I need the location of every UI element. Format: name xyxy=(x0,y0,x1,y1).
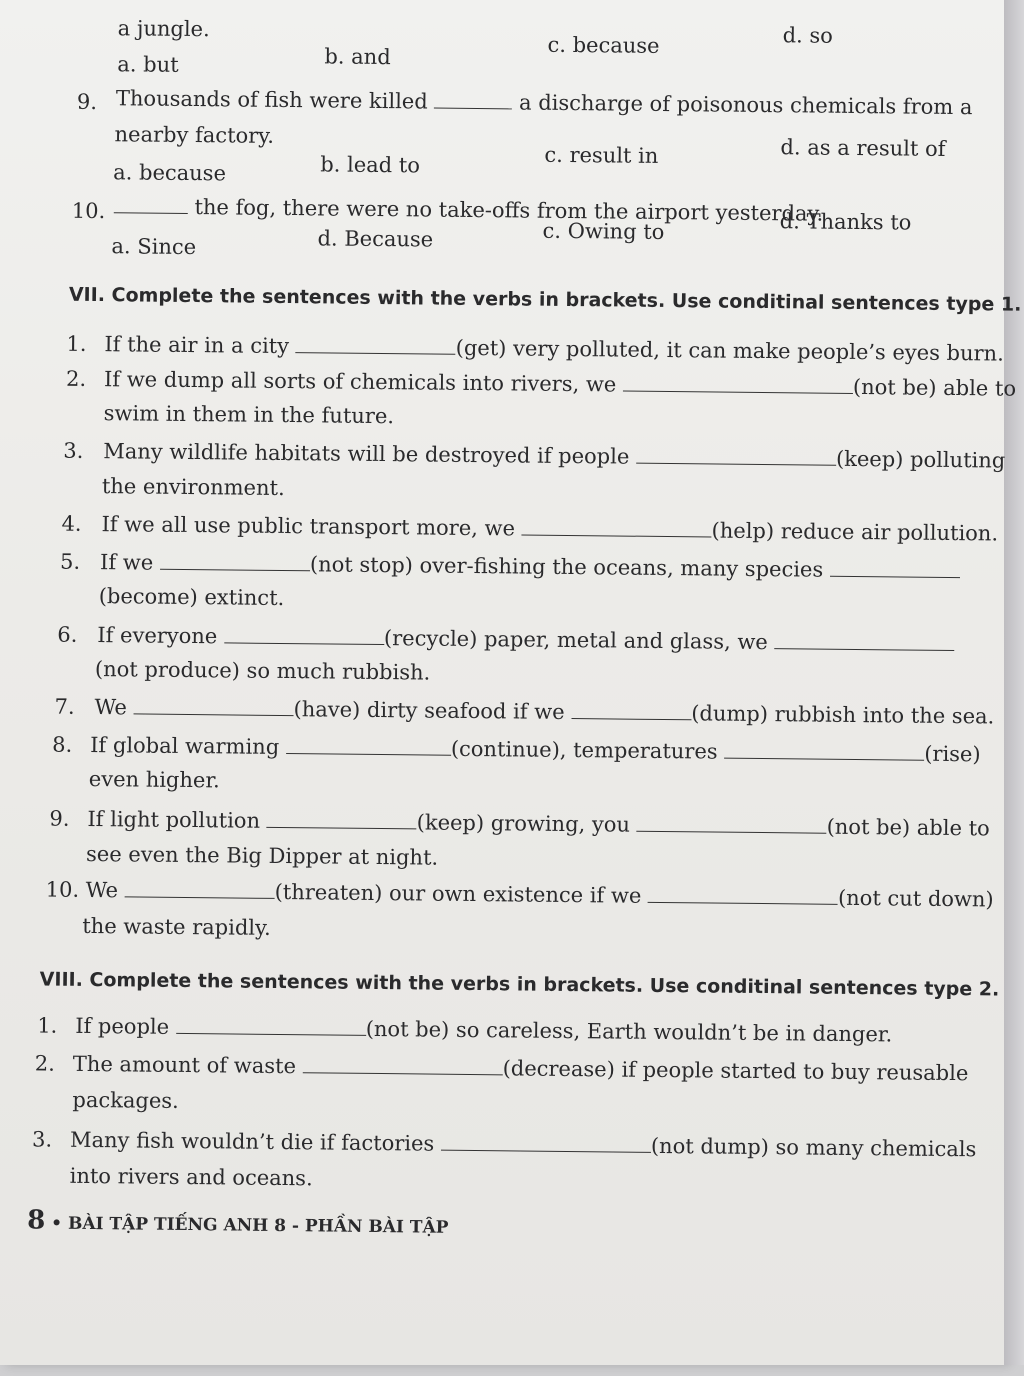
s7-item-5-cont: (become) extinct. xyxy=(98,584,285,611)
s7-item-6: 6. If everyone (recycle) paper, metal and glass, we xyxy=(57,622,954,657)
s7-item-9: 9. If light pollution (keep) growing, you (not be) able to xyxy=(49,806,990,841)
answer-blank[interactable] xyxy=(724,740,924,761)
s7-item-4: 4. If we all use public transport more, we (help) reduce air pollution. xyxy=(61,511,999,546)
q10-option-d: d. Thanks to xyxy=(779,209,912,235)
section-vii-heading: VII. Complete the sentences with the verbs in brackets. Use conditinal sentences type 1. xyxy=(68,283,1022,316)
answer-blank[interactable] xyxy=(114,194,188,214)
s7-item-10: 10. We (threaten) our own existence if we (not cut down) xyxy=(45,877,994,912)
answer-blank[interactable] xyxy=(522,516,712,537)
answer-blank[interactable] xyxy=(434,90,512,110)
s7-item-1: 1. If the air in a city (get) very polluted, it can make people’s eyes burn. xyxy=(66,331,1004,366)
s7-item-6-cont: (not produce) so much rubbish. xyxy=(94,657,431,685)
answer-blank[interactable] xyxy=(160,551,310,572)
q9-option-a: a. because xyxy=(113,160,227,186)
s7-item-7: 7. We (have) dirty seafood if we (dump) rubbish into the sea. xyxy=(54,694,995,729)
answer-blank[interactable] xyxy=(303,1054,503,1075)
q10-option-a: a. Since xyxy=(111,234,197,260)
answer-blank[interactable] xyxy=(176,1015,366,1036)
s8-item-1: 1. If people (not be) so careless, Earth wouldn’t be in danger. xyxy=(37,1013,893,1047)
answer-blank[interactable] xyxy=(125,878,275,899)
answer-blank[interactable] xyxy=(134,695,294,716)
q8-option-c: c. because xyxy=(547,32,660,58)
answer-blank[interactable] xyxy=(623,373,853,394)
answer-blank[interactable] xyxy=(441,1132,651,1153)
q10-text: the fog, there were no take-offs from the airport yesterday. xyxy=(114,193,824,226)
q9-number: 9. xyxy=(76,89,98,115)
answer-blank[interactable] xyxy=(224,624,384,645)
s8-item-3: 3. Many fish wouldn’t die if factories (not dump) so many chemicals xyxy=(31,1127,977,1162)
page-footer xyxy=(27,1205,449,1239)
footer-title: BÀI TẬP TIẾNG ANH 8 - PHẦN BÀI TẬP xyxy=(67,1213,449,1238)
q9-text: Thousands of fish were killed a discharge of poisonous chemicals from a xyxy=(115,86,973,120)
q10-option-c: c. Owing to xyxy=(542,218,665,244)
s7-item-3: 3. Many wildlife habitats will be destroyed if people (keep) polluting xyxy=(63,438,1006,473)
page-number: 8 xyxy=(27,1205,46,1236)
q10-option-b: d. Because xyxy=(317,226,434,252)
section-viii-heading: VIII. Complete the sentences with the verbs in brackets. Use conditinal sentences type 2. xyxy=(39,968,1000,1001)
answer-blank[interactable] xyxy=(774,630,954,651)
answer-blank[interactable] xyxy=(296,334,456,355)
s7-item-8-cont: even higher. xyxy=(88,766,220,793)
answer-blank[interactable] xyxy=(286,735,451,756)
q8-tail: a jungle. xyxy=(117,16,210,42)
s7-item-2: 2. If we dump all sorts of chemicals into rivers, we (not be) able to xyxy=(65,366,1017,401)
s8-item-3-cont: into rivers and oceans. xyxy=(69,1163,313,1191)
answer-blank[interactable] xyxy=(636,445,836,466)
q8-option-d: d. so xyxy=(782,23,834,48)
footer-bullet: • xyxy=(51,1213,63,1234)
q9-option-c: c. result in xyxy=(544,142,659,168)
answer-blank[interactable] xyxy=(648,884,838,905)
answer-blank[interactable] xyxy=(830,558,960,578)
q8-option-b: b. and xyxy=(324,44,391,70)
s7-item-2-cont: swim in them in the future. xyxy=(103,401,395,429)
answer-blank[interactable] xyxy=(637,813,827,834)
q8-option-a: a. but xyxy=(117,52,179,77)
q9-option-b: b. lead to xyxy=(320,152,421,178)
s7-item-5: 5. If we (not stop) over-fishing the oceans, many species xyxy=(60,549,960,584)
q9-option-d: d. as a result of xyxy=(780,135,946,161)
page-edge xyxy=(1004,0,1024,1365)
s8-item-2-cont: packages. xyxy=(72,1087,179,1113)
q9-text-cont: nearby factory. xyxy=(114,122,275,148)
s7-item-3-cont: the environment. xyxy=(101,474,285,501)
s7-item-8: 8. If global warming (continue), temperatures (rise) xyxy=(52,732,981,767)
answer-blank[interactable] xyxy=(267,809,417,830)
s7-item-10-cont: the waste rapidly. xyxy=(82,913,271,940)
s7-item-9-cont: see even the Big Dipper at night. xyxy=(85,841,439,870)
answer-blank[interactable] xyxy=(571,700,691,720)
q10-number: 10. xyxy=(71,198,106,224)
s8-item-2: 2. The amount of waste (decrease) if people started to buy reusable xyxy=(34,1051,969,1086)
